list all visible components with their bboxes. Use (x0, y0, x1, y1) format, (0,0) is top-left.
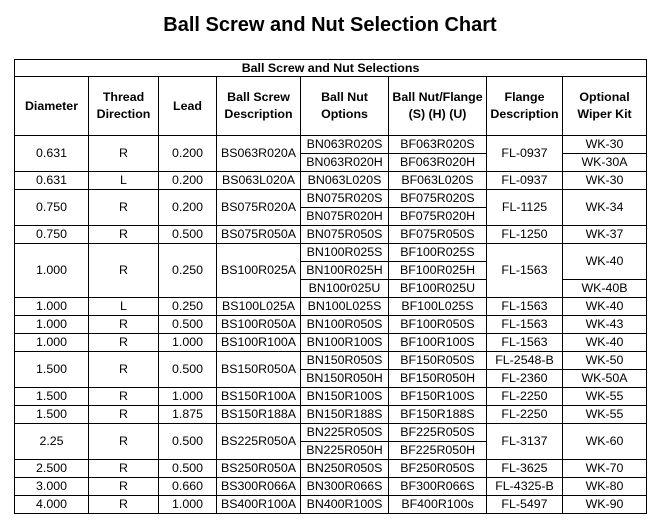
cell-thread-direction: R (89, 316, 159, 334)
cell-lead: 0.500 (159, 460, 217, 478)
cell-flange-description: FL-1250 (487, 226, 563, 244)
cell-ball-nut-flange: BF100R050S (389, 316, 487, 334)
cell-ball-nut-flange: BF100R025S (389, 244, 487, 262)
cell-wiper-kit: WK-55 (563, 406, 647, 424)
cell-wiper-kit: WK-30A (563, 154, 647, 172)
page-title: Ball Screw and Nut Selection Chart (163, 14, 497, 36)
cell-thread-direction: R (89, 352, 159, 388)
cell-ball-nut: BN075R050S (301, 226, 389, 244)
cell-ball-nut-flange: BF400R100s (389, 496, 487, 514)
cell-ball-nut: BN100R050S (301, 316, 389, 334)
cell-lead: 0.250 (159, 298, 217, 316)
table-row (15, 298, 647, 316)
cell-wiper-kit: WK-30 (563, 136, 647, 154)
cell-ball-screw: BS075R020A (217, 190, 301, 226)
cell-thread-direction: R (89, 478, 159, 496)
cell-ball-screw: BS100R100A (217, 334, 301, 352)
cell-ball-nut: BN300R066S (301, 478, 389, 496)
cell-flange-description: FL-1125 (487, 190, 563, 226)
table-row (15, 406, 647, 424)
cell-diameter: 1.000 (15, 298, 89, 316)
cell-wiper-kit: WK-80 (563, 478, 647, 496)
cell-diameter: 3.000 (15, 478, 89, 496)
cell-wiper-kit: WK-40 (563, 298, 647, 316)
table-row (15, 496, 647, 514)
cell-wiper-kit: WK-60 (563, 424, 647, 460)
cell-flange-description: FL-1563 (487, 244, 563, 298)
table-row (15, 334, 647, 352)
cell-flange-description: FL-2548-B (487, 352, 563, 370)
cell-ball-nut-flange: BF075R050S (389, 226, 487, 244)
cell-flange-description: FL-5497 (487, 496, 563, 514)
cell-ball-nut: BN100R025S (301, 244, 389, 262)
cell-flange-description: FL-2250 (487, 406, 563, 424)
cell-ball-nut-flange: BF150R188S (389, 406, 487, 424)
table-row (15, 316, 647, 334)
cell-ball-nut-flange: BF150R050H (389, 370, 487, 388)
cell-ball-nut: BN063R020S (301, 136, 389, 154)
cell-thread-direction: R (89, 190, 159, 226)
cell-diameter: 2.25 (15, 424, 89, 460)
cell-ball-nut: BN150R050S (301, 352, 389, 370)
cell-lead: 0.200 (159, 136, 217, 172)
cell-flange-description: FL-1563 (487, 334, 563, 352)
cell-lead: 1.000 (159, 334, 217, 352)
cell-flange-description: FL-0937 (487, 136, 563, 172)
table-row (15, 352, 647, 370)
header-ball-nut-options: Ball Nut Options (301, 77, 389, 136)
cell-diameter: 0.750 (15, 190, 89, 226)
cell-ball-screw: BS250R050A (217, 460, 301, 478)
cell-ball-nut: BN100L025S (301, 298, 389, 316)
table-row (15, 226, 647, 244)
cell-thread-direction: L (89, 172, 159, 190)
cell-ball-nut: BN075R020H (301, 208, 389, 226)
cell-ball-nut-flange: BF100L025S (389, 298, 487, 316)
cell-wiper-kit: WK-37 (563, 226, 647, 244)
cell-thread-direction: R (89, 496, 159, 514)
cell-lead: 0.200 (159, 190, 217, 226)
table-body (15, 136, 647, 514)
cell-ball-screw: BS150R100A (217, 388, 301, 406)
cell-wiper-kit: WK-43 (563, 316, 647, 334)
cell-diameter: 1.500 (15, 388, 89, 406)
cell-ball-nut-flange: BF075R020S (389, 190, 487, 208)
table-row (15, 172, 647, 190)
cell-diameter: 1.000 (15, 244, 89, 298)
table-row (15, 460, 647, 478)
table-row (15, 424, 647, 442)
cell-thread-direction: R (89, 388, 159, 406)
cell-ball-nut-flange: BF100R025H (389, 262, 487, 280)
cell-ball-nut: BN150R100S (301, 388, 389, 406)
header-diameter: Diameter (15, 77, 89, 136)
cell-ball-nut: BN075R020S (301, 190, 389, 208)
cell-wiper-kit: WK-50A (563, 370, 647, 388)
cell-wiper-kit: WK-50 (563, 352, 647, 370)
table-caption: Ball Screw and Nut Selections (15, 60, 647, 77)
cell-lead: 0.500 (159, 352, 217, 388)
cell-ball-nut-flange: BF063R020H (389, 154, 487, 172)
cell-ball-nut: BN225R050S (301, 424, 389, 442)
header-thread-direction: Thread Direction (89, 77, 159, 136)
cell-wiper-kit: WK-90 (563, 496, 647, 514)
cell-flange-description: FL-2360 (487, 370, 563, 388)
cell-ball-nut-flange: BF063R020S (389, 136, 487, 154)
table-row (15, 388, 647, 406)
cell-ball-nut: BN063L020S (301, 172, 389, 190)
cell-ball-screw: BS063L020A (217, 172, 301, 190)
cell-diameter: 4.000 (15, 496, 89, 514)
cell-wiper-kit: WK-40 (563, 334, 647, 352)
cell-ball-screw: BS225R050A (217, 424, 301, 460)
cell-wiper-kit: WK-40B (563, 280, 647, 298)
cell-ball-nut: BN100r025U (301, 280, 389, 298)
cell-lead: 1.000 (159, 496, 217, 514)
selection-table (14, 59, 647, 514)
cell-ball-nut-flange: BF225R050S (389, 424, 487, 442)
cell-thread-direction: R (89, 244, 159, 298)
header-lead: Lead (159, 77, 217, 136)
cell-diameter: 1.500 (15, 406, 89, 424)
cell-thread-direction: L (89, 298, 159, 316)
cell-diameter: 0.750 (15, 226, 89, 244)
table-row (15, 136, 647, 154)
cell-lead: 1.000 (159, 388, 217, 406)
cell-ball-screw: BS100L025A (217, 298, 301, 316)
cell-ball-nut-flange: BF250R050S (389, 460, 487, 478)
cell-ball-nut: BN100R025H (301, 262, 389, 280)
cell-wiper-kit: WK-40 (563, 244, 647, 280)
cell-ball-nut-flange: BF100R100S (389, 334, 487, 352)
cell-ball-screw: BS150R050A (217, 352, 301, 388)
cell-ball-nut-flange: BF063L020S (389, 172, 487, 190)
cell-ball-nut-flange: BF225R050H (389, 442, 487, 460)
cell-ball-nut-flange: BF150R100S (389, 388, 487, 406)
cell-flange-description: FL-1563 (487, 316, 563, 334)
cell-flange-description: FL-3137 (487, 424, 563, 460)
cell-ball-nut: BN250R050S (301, 460, 389, 478)
cell-thread-direction: R (89, 334, 159, 352)
cell-wiper-kit: WK-55 (563, 388, 647, 406)
table-row (15, 190, 647, 208)
cell-ball-nut: BN063R020H (301, 154, 389, 172)
cell-ball-screw: BS150R188A (217, 406, 301, 424)
cell-lead: 0.250 (159, 244, 217, 298)
cell-ball-screw: BS400R100A (217, 496, 301, 514)
table-row (15, 244, 647, 262)
cell-wiper-kit: WK-70 (563, 460, 647, 478)
cell-ball-nut-flange: BF300R066S (389, 478, 487, 496)
cell-thread-direction: R (89, 424, 159, 460)
cell-ball-nut: BN225R050H (301, 442, 389, 460)
header-optional-wiper-kit: Optional Wiper Kit (563, 77, 647, 136)
cell-diameter: 2.500 (15, 460, 89, 478)
cell-lead: 0.500 (159, 424, 217, 460)
cell-flange-description: FL-4325-B (487, 478, 563, 496)
cell-ball-nut: BN100R100S (301, 334, 389, 352)
cell-flange-description: FL-3625 (487, 460, 563, 478)
cell-ball-screw: BS100R025A (217, 244, 301, 298)
cell-ball-nut: BN400R100S (301, 496, 389, 514)
cell-flange-description: FL-1563 (487, 298, 563, 316)
cell-ball-screw: BS300R066A (217, 478, 301, 496)
header-ball-screw-description: Ball Screw Description (217, 77, 301, 136)
cell-ball-nut-flange: BF075R020H (389, 208, 487, 226)
cell-thread-direction: R (89, 460, 159, 478)
cell-ball-screw: BS100R050A (217, 316, 301, 334)
cell-ball-nut: BN150R050H (301, 370, 389, 388)
cell-diameter: 1.500 (15, 352, 89, 388)
cell-ball-nut: BN150R188S (301, 406, 389, 424)
cell-diameter: 1.000 (15, 316, 89, 334)
cell-flange-description: FL-2250 (487, 388, 563, 406)
cell-flange-description: FL-0937 (487, 172, 563, 190)
cell-thread-direction: R (89, 406, 159, 424)
cell-lead: 0.660 (159, 478, 217, 496)
header-ball-nut-flange: Ball Nut/Flange (S) (H) (U) (389, 77, 487, 136)
cell-thread-direction: R (89, 226, 159, 244)
cell-wiper-kit: WK-34 (563, 190, 647, 226)
cell-wiper-kit: WK-30 (563, 172, 647, 190)
cell-ball-nut-flange: BF100R025U (389, 280, 487, 298)
cell-ball-screw: BS075R050A (217, 226, 301, 244)
cell-diameter: 1.000 (15, 334, 89, 352)
cell-lead: 0.200 (159, 172, 217, 190)
table-row (15, 478, 647, 496)
cell-thread-direction: R (89, 136, 159, 172)
cell-lead: 0.500 (159, 316, 217, 334)
cell-ball-screw: BS063R020A (217, 136, 301, 172)
header-flange-description: Flange Description (487, 77, 563, 136)
cell-ball-nut-flange: BF150R050S (389, 352, 487, 370)
cell-diameter: 0.631 (15, 136, 89, 172)
cell-diameter: 0.631 (15, 172, 89, 190)
cell-lead: 1.875 (159, 406, 217, 424)
cell-lead: 0.500 (159, 226, 217, 244)
